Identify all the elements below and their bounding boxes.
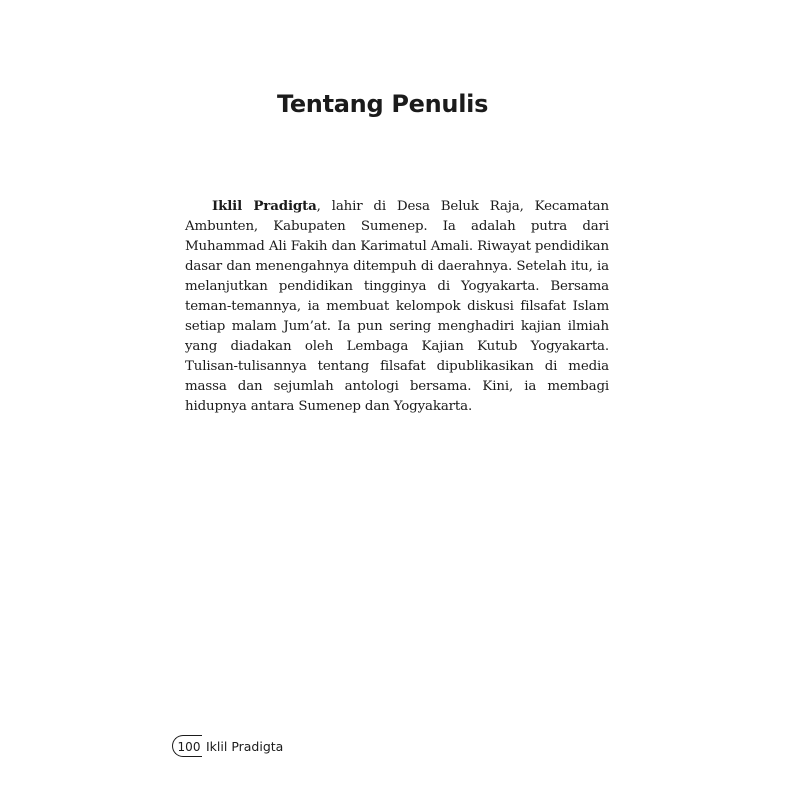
author-name: Iklil Pradigta <box>212 198 317 214</box>
author-bio-paragraph <box>185 196 609 417</box>
author-bio-text: , lahir di Desa Beluk Raja, Kecamatan Ambunten, Kabupaten Sumenep. Ia adalah putra dari Muhammad Ali Fakih dan Karimatul Amali. Riwayat pendidikan dasar dan menengahnya ditempuh di daerahnya. Setelah itu, ia melanjutkan pendidikan tingginya di Yogyakarta. Bersama teman-temannya, ia membuat kelompok diskusi filsafat Islam setiap malam Jum’at. Ia pun sering menghadiri kajian ilmiah yang diadakan oleh Lembaga Kajian Kutub Yogyakarta. Tulisan-tulisannya tentang filsafat dipublikasikan di media massa dan sejumlah antologi bersama. Kini, ia membagi hidupnya antara Sumenep dan Yogyakarta. <box>185 199 609 414</box>
page-number: 100 <box>172 735 202 757</box>
running-title: Iklil Pradigta <box>206 738 284 754</box>
page-footer <box>172 734 283 758</box>
page-title: Tentang Penulis <box>276 90 489 118</box>
